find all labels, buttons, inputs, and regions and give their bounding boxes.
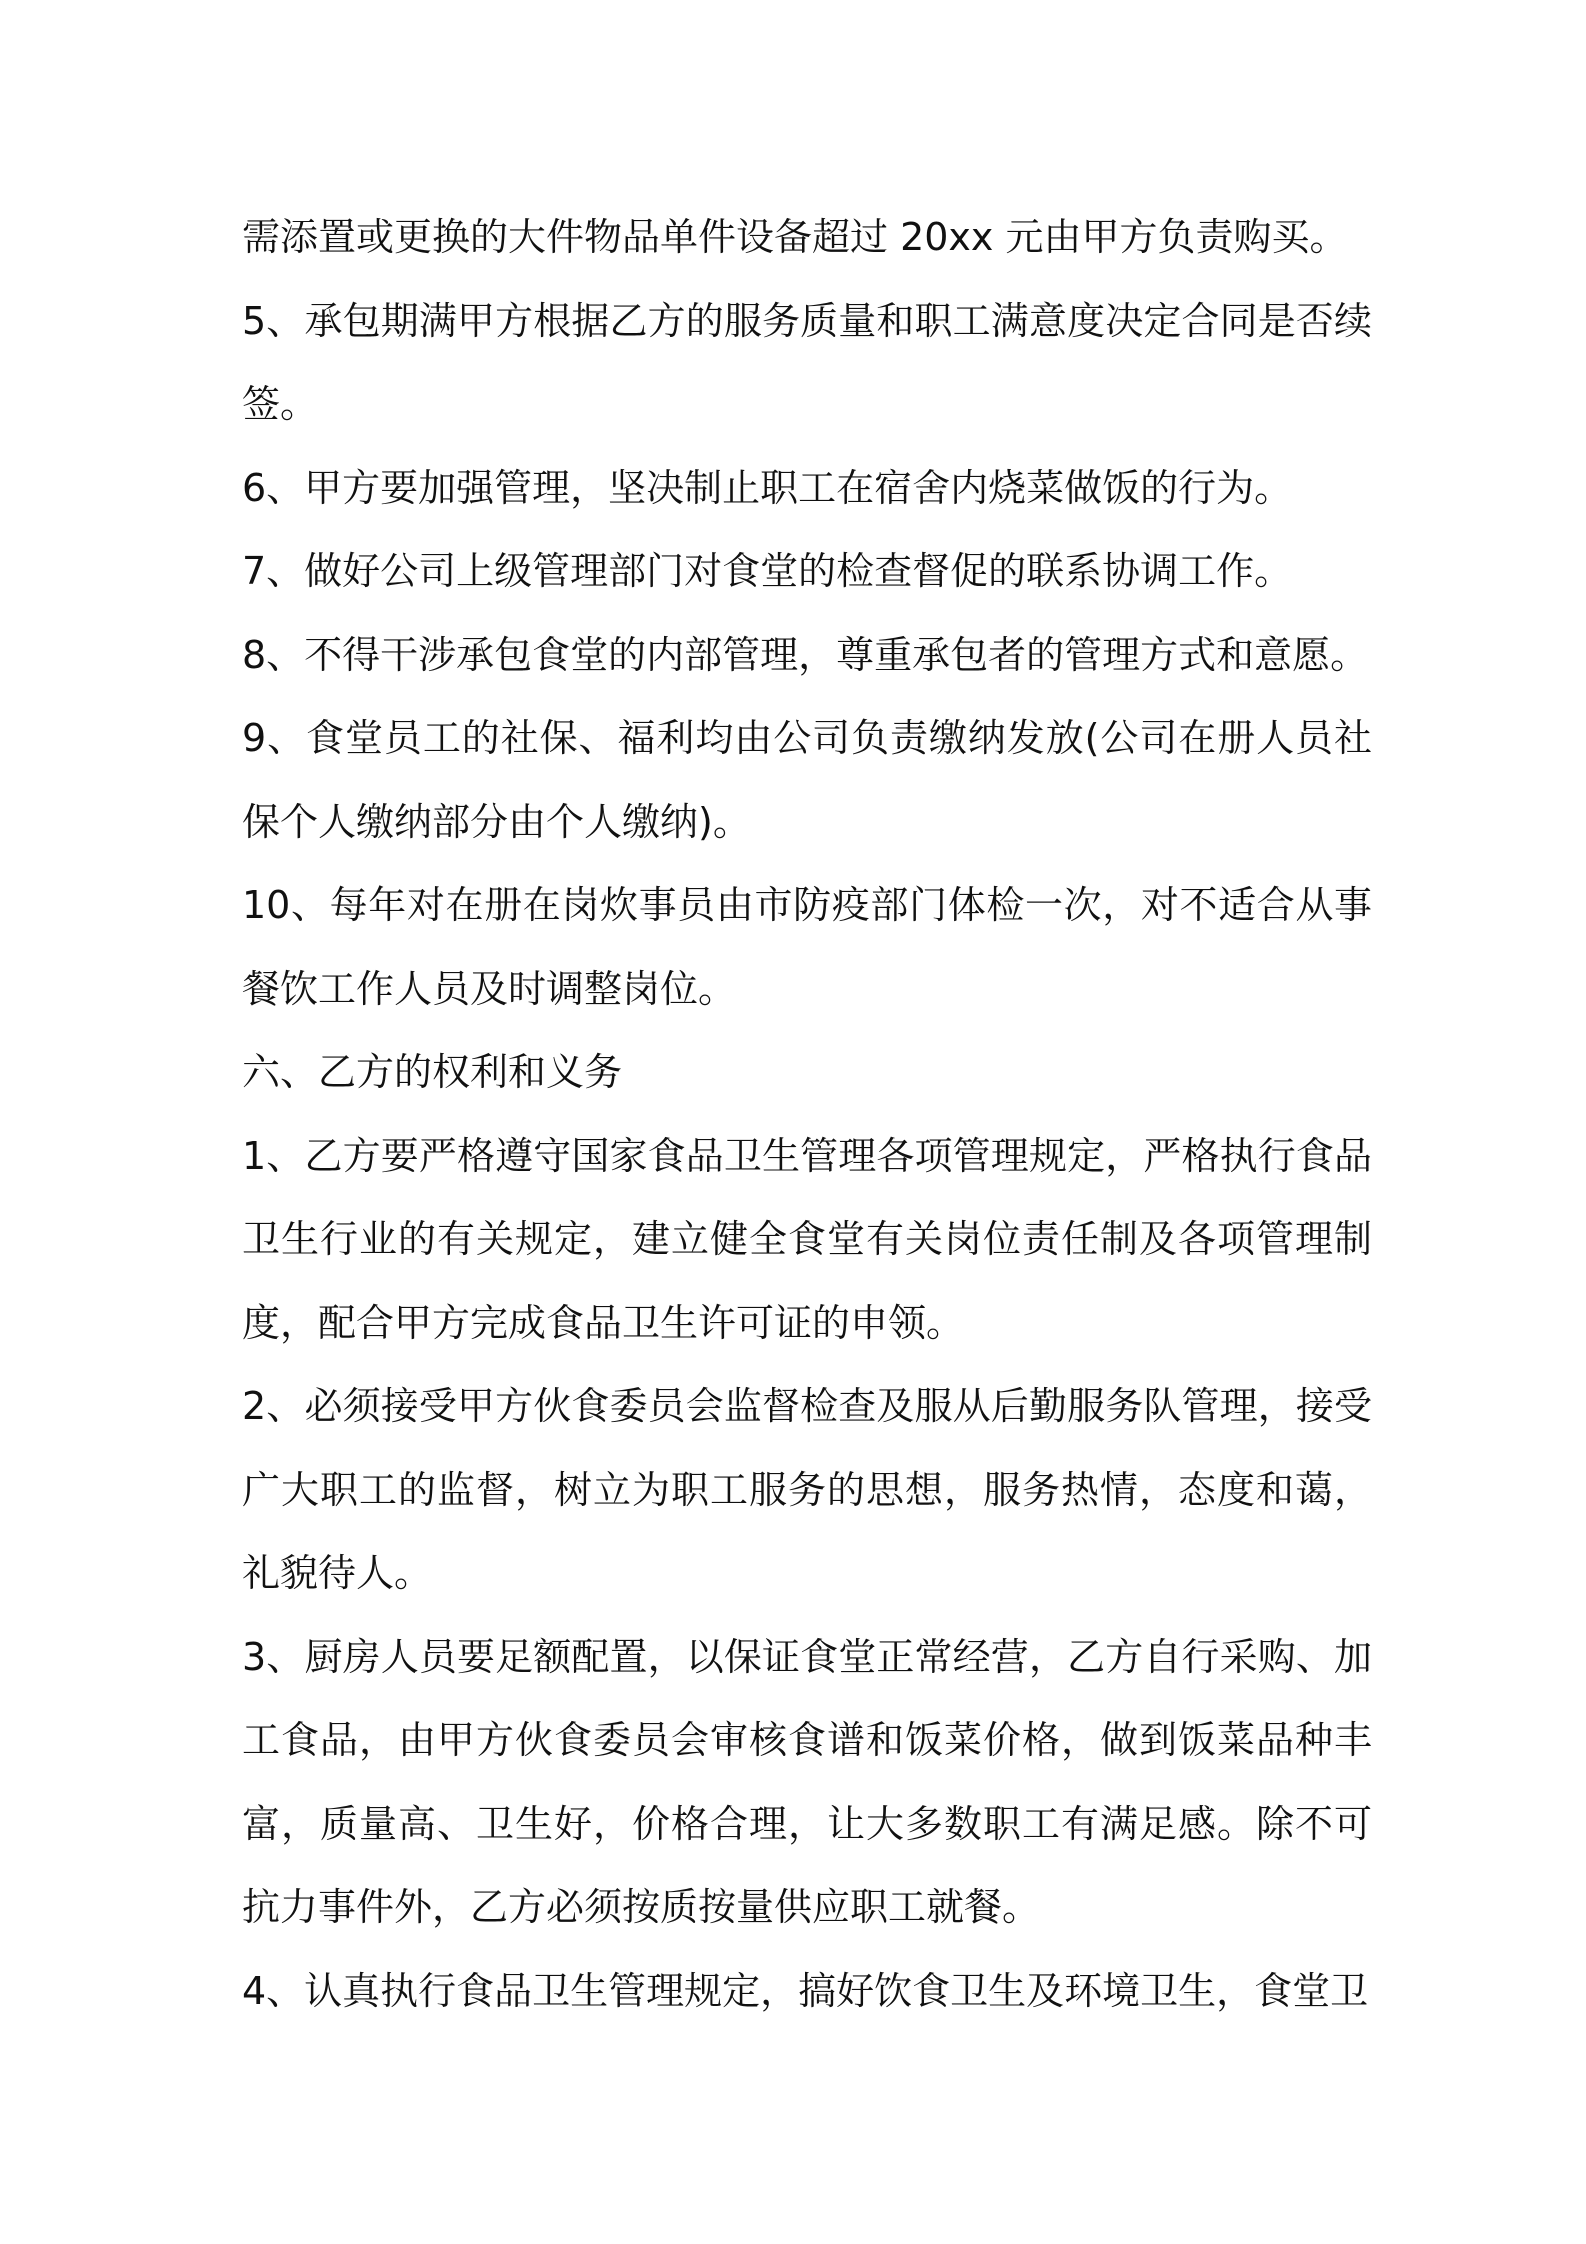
paragraph-item-8: 8、不得干涉承包食堂的内部管理，尊重承包者的管理方式和意愿。 (242, 632, 1369, 677)
document-body (242, 196, 1372, 2033)
paragraph-item-4: 4、认真执行食品卫生管理规定，搞好饮食卫生及环境卫生，食堂卫 (242, 1968, 1369, 2013)
paragraph-item-5: 5、承包期满甲方根据乙方的服务质量和职工满意度决定合同是否续签。 (242, 298, 1372, 426)
section-heading: 六、乙方的权利和义务 (242, 1050, 623, 1094)
paragraph-item-1: 1、乙方要严格遵守国家食品卫生管理各项管理规定，严格执行食品卫生行业的有关规定，建立健全食堂有关岗位责任制及各项管理制度，配合甲方完成食品卫生许可证的申领。 (242, 1133, 1372, 1345)
paragraph-item-3: 3、厨房人员要足额配置，以保证食堂正常经营，乙方自行采购、加工食品，由甲方伙食委员会审核食谱和饭菜价格，做到饭菜品种丰富，质量高、卫生好，价格合理，让大多数职工有满足感。除不可抗力事件外，乙方必须按质按量供应职工就餐。 (242, 1634, 1372, 1929)
paragraph-item-10: 10、每年对在册在岗炊事员由市防疫部门体检一次，对不适合从事餐饮工作人员及时调整岗位。 (242, 883, 1372, 1011)
paragraph-item-6: 6、甲方要加强管理，坚决制止职工在宿舍内烧菜做饭的行为。 (242, 465, 1293, 510)
paragraph-continuation: 需添置或更换的大件物品单件设备超过 20xx 元由甲方负责购买。 (242, 215, 1348, 259)
paragraph-item-2: 2、必须接受甲方伙食委员会监督检查及服从后勤服务队管理，接受广大职工的监督，树立为职工服务的思想，服务热情，态度和蔼，礼貌待人。 (242, 1384, 1372, 1595)
paragraph-item-7: 7、做好公司上级管理部门对食堂的检查督促的联系协调工作。 (242, 549, 1293, 593)
paragraph-item-9: 9、食堂员工的社保、福利均由公司负责缴纳发放(公司在册人员社保个人缴纳部分由个人缴纳)。 (242, 716, 1372, 844)
